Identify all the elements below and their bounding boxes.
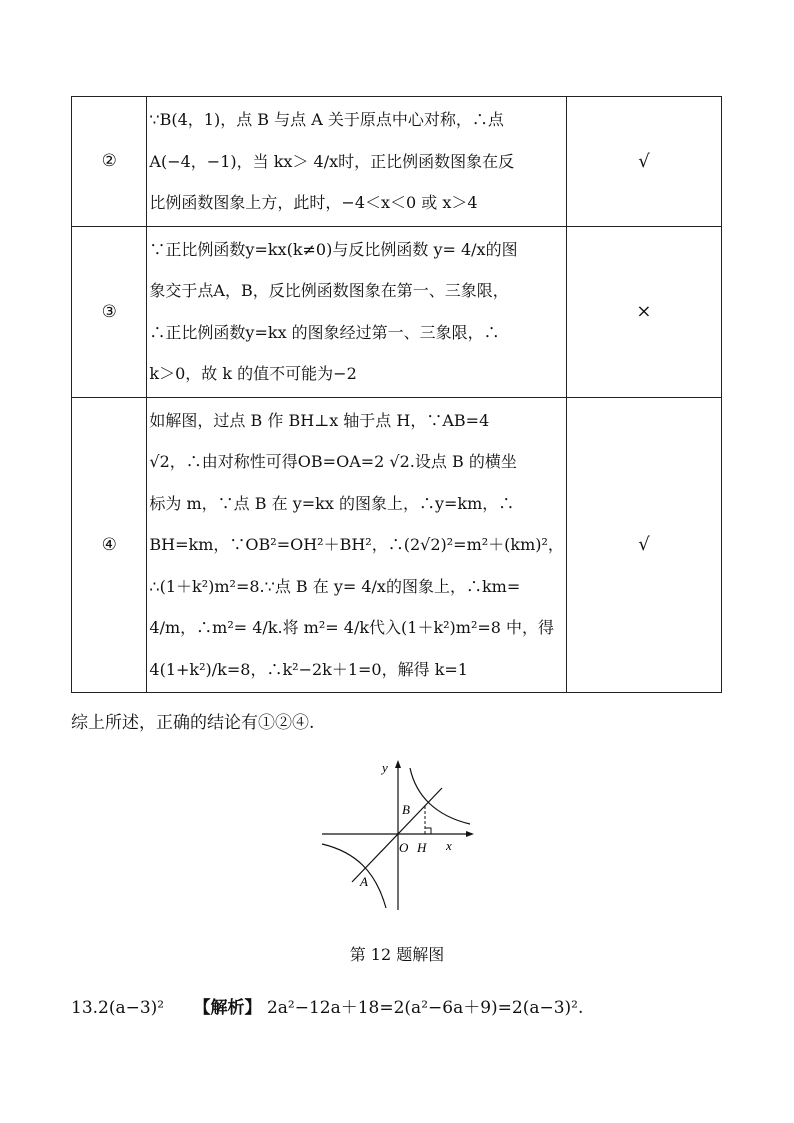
question-13 bbox=[71, 993, 583, 1018]
explanation-line: 4(1+k²)/k=8，∴k²−2k＋1=0，解得 k=1 bbox=[149, 659, 468, 679]
point-a-label: A bbox=[360, 874, 368, 889]
explanation-line: 比例函数图象上方，此时，−4＜x＜0 或 x＞4 bbox=[149, 193, 478, 212]
explanation-line: √2，∴由对称性可得OB=OA=2 √2.设点 B 的横坐 bbox=[149, 452, 517, 471]
explanation-line: 如解图，过点 B 作 BH⊥x 轴于点 H，∵AB=4 bbox=[149, 410, 490, 430]
q13-work: 2a²−12a＋18=2(a²−6a＋9)=2(a−3)². bbox=[266, 998, 584, 1018]
function-graph-figure bbox=[318, 758, 478, 918]
origin-label: O bbox=[399, 840, 409, 855]
solution-table bbox=[71, 96, 722, 693]
row-number: ④ bbox=[72, 397, 147, 693]
explanation-line: 4/m，∴m²= 4/k.将 m²= 4/k代入(1＋k²)m²=8 中，得 bbox=[149, 618, 555, 637]
cross-mark: × bbox=[566, 226, 721, 397]
x-axis-label: x bbox=[446, 838, 452, 853]
y-axis-label: y bbox=[382, 760, 388, 775]
explanation-line: 象交于点A，B，反比例函数图象在第一、三象限， bbox=[149, 281, 509, 300]
x-axis-arrow-icon bbox=[466, 831, 474, 837]
explanation-line: ∴正比例函数y=kx 的图象经过第一、三象限，∴ bbox=[149, 322, 500, 342]
check-mark: √ bbox=[566, 397, 721, 693]
y-axis-arrow-icon bbox=[395, 760, 401, 768]
explanation-line: k＞0，故 k 的值不可能为−2 bbox=[149, 364, 357, 383]
right-angle-marker bbox=[425, 828, 431, 834]
table-row bbox=[72, 97, 722, 227]
point-b-label: B bbox=[402, 802, 410, 817]
explanation-line: A(−4，−1)，当 kx＞ 4/x时，正比例函数图象在反 bbox=[149, 151, 515, 171]
hyperbola-branch-first-quadrant bbox=[410, 768, 470, 824]
row-number: ② bbox=[72, 97, 147, 227]
figure-caption: 第 12 题解图 bbox=[349, 945, 445, 964]
point-h-label: H bbox=[417, 840, 427, 855]
explanation-line: ∴(1＋k²)m²=8.∵点 B 在 y= 4/x的图象上，∴km= bbox=[149, 576, 521, 596]
row-explanation bbox=[147, 97, 567, 227]
q13-analysis-tag: 【解析】 bbox=[193, 998, 262, 1018]
row-explanation bbox=[147, 226, 567, 397]
summary-text: 综上所述，正确的结论有①②④. bbox=[71, 713, 315, 733]
table-row bbox=[72, 397, 722, 693]
proportional-line bbox=[352, 788, 442, 882]
explanation-line: ∵正比例函数y=kx(k≠0)与反比例函数 y= 4/x的图 bbox=[149, 239, 518, 259]
explanation-line: 标为 m，∵点 B 在 y=kx 的图象上，∴y=km，∴ bbox=[149, 493, 515, 513]
table-row bbox=[72, 226, 722, 397]
explanation-line: BH=km，∵OB²=OH²＋BH²，∴(2√2)²=m²＋(km)²， bbox=[149, 535, 564, 554]
row-explanation bbox=[147, 397, 567, 693]
q13-answer: 13.2(a−3)² bbox=[71, 998, 165, 1018]
row-number: ③ bbox=[72, 226, 147, 397]
explanation-line: ∵B(4，1)，点 B 与点 A 关于原点中心对称，∴点 bbox=[149, 110, 504, 129]
check-mark: √ bbox=[566, 97, 721, 227]
hyperbola-branch-third-quadrant bbox=[322, 844, 386, 908]
